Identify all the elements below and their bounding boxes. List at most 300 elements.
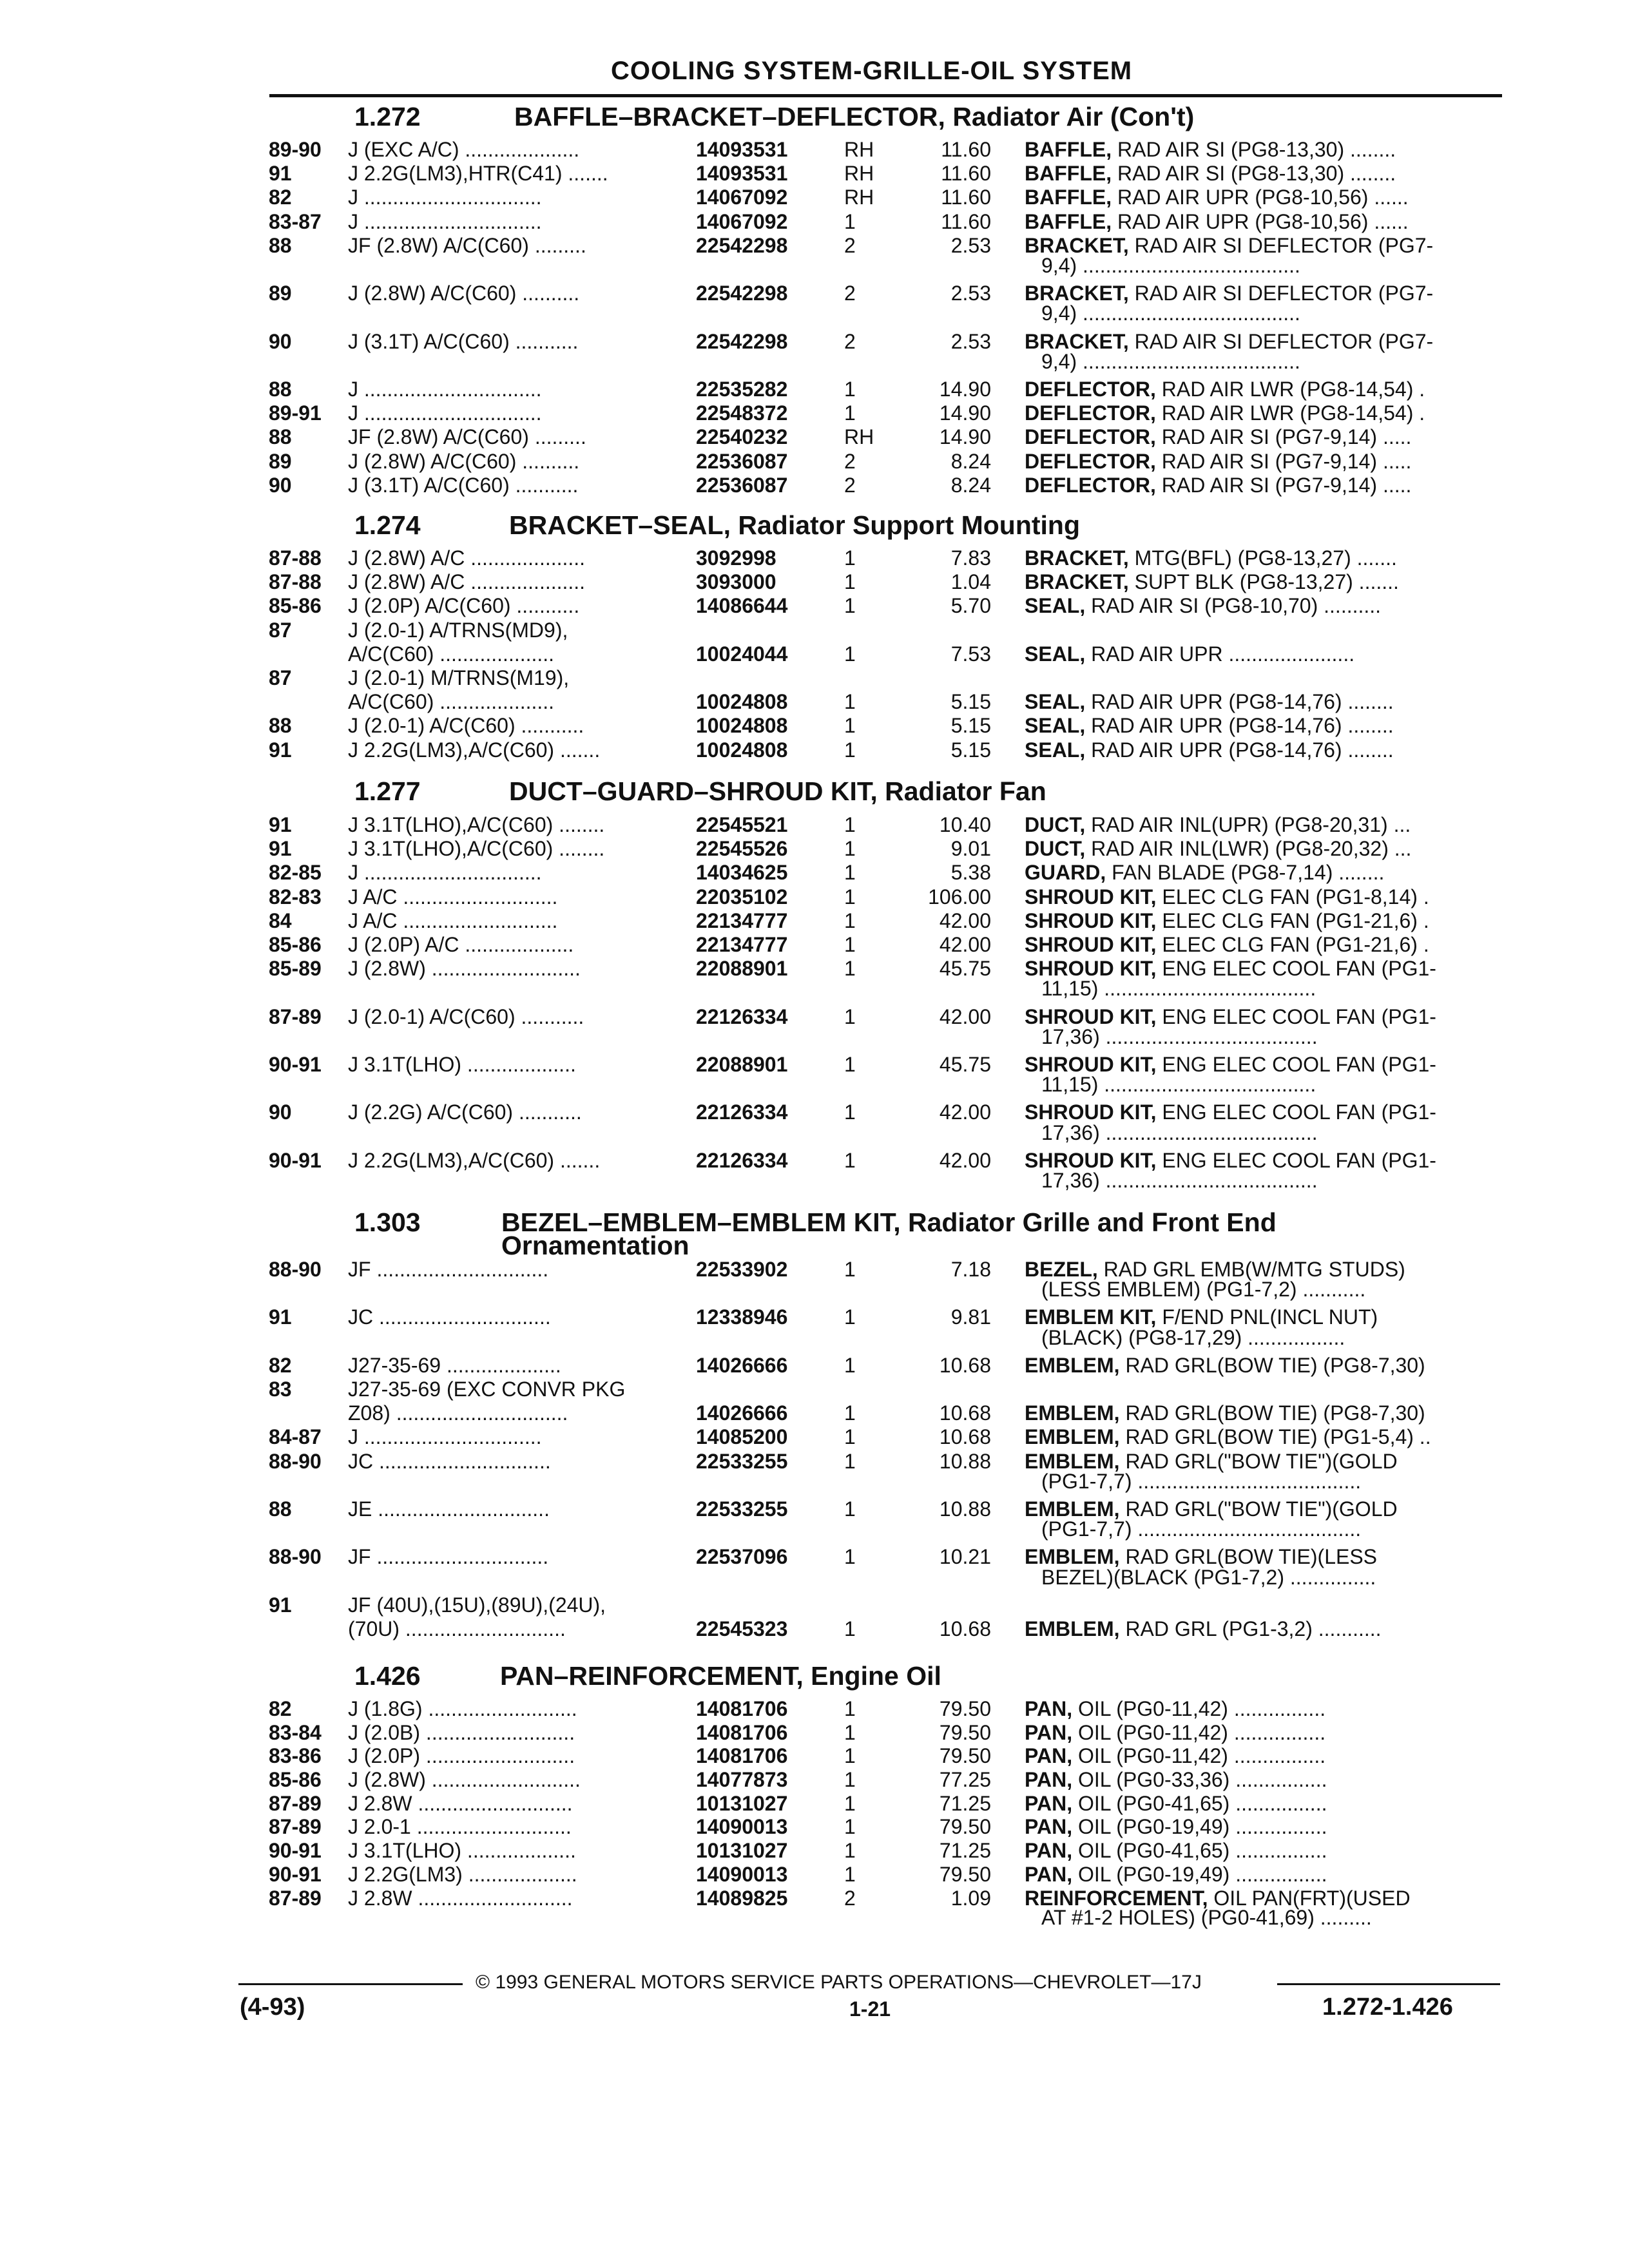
description-text: RAD GRL EMB(W/MTG STUDS) xyxy=(1097,1258,1405,1281)
part-number: 22088901 xyxy=(696,1053,788,1076)
description-keyword: BAFFLE, xyxy=(1025,210,1112,233)
description-continued: (PG1-7,7) ....................................... xyxy=(1041,1517,1362,1541)
part-number: 22537096 xyxy=(696,1545,788,1568)
part-number: 14085200 xyxy=(696,1425,788,1448)
description-keyword: SEAL, xyxy=(1025,642,1086,666)
description-text: RAD GRL(BOW TIE) (PG8-7,30) xyxy=(1119,1354,1425,1377)
footer-rule-left xyxy=(238,1983,463,1985)
part-number: 22533255 xyxy=(696,1450,788,1473)
description xyxy=(1025,1792,1495,1815)
description-keyword: REINFORCEMENT, xyxy=(1025,1887,1208,1910)
description-keyword: SEAL, xyxy=(1025,714,1086,737)
description-text: RAD AIR UPR (PG8-14,76) ........ xyxy=(1085,690,1394,713)
price: 11.60 xyxy=(941,162,991,185)
section-number: 1.274 xyxy=(354,510,421,540)
application: J A/C ........................... xyxy=(348,885,558,908)
description-keyword: DEFLECTOR, xyxy=(1025,401,1156,425)
description-continued: 9,4) ...................................... xyxy=(1041,254,1300,277)
application: J (2.0-1) A/C(C60) ........... xyxy=(348,1005,584,1028)
quantity: 1 xyxy=(844,1617,856,1640)
application: J (2.0P) A/C(C60) ........... xyxy=(348,594,580,617)
description-text: RAD AIR UPR (PG8-14,76) ........ xyxy=(1085,714,1394,737)
description-keyword: PAN, xyxy=(1025,1697,1073,1720)
part-number: 22536087 xyxy=(696,450,788,473)
price: 42.00 xyxy=(939,933,991,956)
description xyxy=(1025,570,1495,593)
part-number: 14093531 xyxy=(696,162,788,185)
price: 7.18 xyxy=(950,1258,991,1281)
application: J ............................... xyxy=(348,861,542,884)
price: 79.50 xyxy=(939,1697,991,1720)
quantity: 1 xyxy=(844,957,856,980)
price: 79.50 xyxy=(939,1863,991,1886)
description-keyword: DEFLECTOR, xyxy=(1025,378,1156,401)
description-continued: AT #1-2 HOLES) (PG0-41,69) ......... xyxy=(1041,1906,1372,1929)
description-text: OIL (PG0-19,49) ................ xyxy=(1072,1863,1327,1886)
description-text: FAN BLADE (PG8-7,14) ........ xyxy=(1106,861,1385,884)
description xyxy=(1025,1744,1495,1767)
description-keyword: EMBLEM, xyxy=(1025,1545,1120,1568)
model-year: 84-87 xyxy=(269,1425,322,1448)
model-year: 89 xyxy=(269,450,292,473)
model-year: 88 xyxy=(269,425,292,448)
description-text: ENG ELEC COOL FAN (PG1- xyxy=(1156,1100,1436,1124)
description-text: RAD GRL("BOW TIE")(GOLD xyxy=(1119,1450,1398,1473)
part-number: 22542298 xyxy=(696,282,788,305)
quantity: 1 xyxy=(844,1768,856,1791)
price: 10.68 xyxy=(939,1425,991,1448)
model-year: 88 xyxy=(269,714,292,737)
price: 71.25 xyxy=(939,1792,991,1815)
price: 2.53 xyxy=(950,234,991,257)
model-year: 91 xyxy=(269,837,292,860)
description-keyword: DEFLECTOR, xyxy=(1025,450,1156,473)
description xyxy=(1025,210,1495,233)
description-keyword: EMBLEM, xyxy=(1025,1497,1120,1521)
part-number: 22126334 xyxy=(696,1100,788,1124)
part-number: 10024044 xyxy=(696,642,788,666)
price: 14.90 xyxy=(939,425,991,448)
price: 42.00 xyxy=(939,1149,991,1172)
part-number: 22535282 xyxy=(696,378,788,401)
price: 10.68 xyxy=(939,1354,991,1377)
application: J 3.1T(LHO) ................... xyxy=(348,1053,576,1076)
model-year: 89-90 xyxy=(269,138,322,161)
application: J 2.8W ........................... xyxy=(348,1792,573,1815)
part-number: 14034625 xyxy=(696,861,788,884)
description xyxy=(1025,1697,1495,1720)
description-text: ENG ELEC COOL FAN (PG1- xyxy=(1156,957,1436,980)
description-text: OIL (PG0-33,36) ................ xyxy=(1072,1768,1327,1791)
description-keyword: SHROUD KIT, xyxy=(1025,1053,1157,1076)
quantity: 1 xyxy=(844,1005,856,1028)
part-number: 22035102 xyxy=(696,885,788,908)
part-number: 22542298 xyxy=(696,234,788,257)
description-keyword: SEAL, xyxy=(1025,690,1086,713)
quantity: 1 xyxy=(844,1815,856,1838)
model-year: 82 xyxy=(269,186,292,209)
description-continued: 9,4) ...................................... xyxy=(1041,302,1300,325)
application: J (3.1T) A/C(C60) ........... xyxy=(348,474,579,497)
application: J (1.8G) .......................... xyxy=(348,1697,577,1720)
description-keyword: BAFFLE, xyxy=(1025,162,1112,185)
price: 42.00 xyxy=(939,909,991,932)
application: A/C(C60) .................... xyxy=(348,642,555,666)
description-keyword: SEAL, xyxy=(1025,738,1086,762)
price: 45.75 xyxy=(939,957,991,980)
model-year: 83 xyxy=(269,1378,292,1401)
description-continued: 17,36) ..................................... xyxy=(1041,1025,1318,1048)
section-title-continued: Ornamentation xyxy=(501,1231,689,1260)
model-year: 88-90 xyxy=(269,1545,322,1568)
price: 2.53 xyxy=(950,330,991,353)
price: 42.00 xyxy=(939,1005,991,1028)
quantity: RH xyxy=(844,425,874,448)
model-year: 91 xyxy=(269,738,292,762)
description-text: RAD AIR SI (PG7-9,14) ..... xyxy=(1155,425,1412,448)
quantity: 1 xyxy=(844,1149,856,1172)
header-rule xyxy=(269,94,1502,97)
description xyxy=(1025,1768,1495,1791)
footer-page-number: 1-21 xyxy=(849,1997,891,2021)
description xyxy=(1025,933,1495,956)
description-text: OIL (PG0-19,49) ................ xyxy=(1072,1815,1327,1838)
part-number: 22533902 xyxy=(696,1258,788,1281)
part-number: 22536087 xyxy=(696,474,788,497)
quantity: 1 xyxy=(844,1721,856,1744)
quantity: 1 xyxy=(844,933,856,956)
quantity: 1 xyxy=(844,1497,856,1521)
part-number: 22545526 xyxy=(696,837,788,860)
description-text: ELEC CLG FAN (PG1-8,14) . xyxy=(1156,885,1429,908)
quantity: 2 xyxy=(844,450,856,473)
part-number: 22126334 xyxy=(696,1005,788,1028)
footer-date: (4-93) xyxy=(240,1994,305,2021)
description xyxy=(1025,162,1495,185)
description xyxy=(1025,186,1495,209)
description-keyword: DEFLECTOR, xyxy=(1025,425,1156,448)
description xyxy=(1025,690,1495,713)
quantity: 1 xyxy=(844,401,856,425)
description-keyword: PAN, xyxy=(1025,1815,1073,1838)
description-keyword: GUARD, xyxy=(1025,861,1106,884)
part-number: 10024808 xyxy=(696,714,788,737)
model-year: 82 xyxy=(269,1354,292,1377)
description-continued: 11,15) ..................................... xyxy=(1041,977,1316,1000)
application: JC .............................. xyxy=(348,1305,551,1329)
description-text: MTG(BFL) (PG8-13,27) ....... xyxy=(1128,546,1397,570)
price: 79.50 xyxy=(939,1721,991,1744)
description-keyword: EMBLEM, xyxy=(1025,1450,1120,1473)
description-keyword: EMBLEM, xyxy=(1025,1354,1120,1377)
description-text: OIL (PG0-41,65) ................ xyxy=(1072,1839,1327,1862)
quantity: 1 xyxy=(844,1401,856,1425)
model-year: 89 xyxy=(269,282,292,305)
part-number: 10024808 xyxy=(696,690,788,713)
section-number: 1.426 xyxy=(354,1661,421,1691)
price: 10.68 xyxy=(939,1617,991,1640)
description-continued: 17,36) ..................................... xyxy=(1041,1169,1318,1192)
quantity: 1 xyxy=(844,1100,856,1124)
description-text: RAD AIR LWR (PG8-14,54) . xyxy=(1155,401,1425,425)
application: JF (2.8W) A/C(C60) ......... xyxy=(348,234,586,257)
description xyxy=(1025,546,1495,570)
description-text: RAD GRL(BOW TIE) (PG1-5,4) .. xyxy=(1119,1425,1431,1448)
price: 2.53 xyxy=(950,282,991,305)
quantity: 1 xyxy=(844,909,856,932)
application: J 2.8W ........................... xyxy=(348,1887,573,1910)
description-text: RAD AIR SI (PG7-9,14) ..... xyxy=(1155,450,1412,473)
model-year: 91 xyxy=(269,1305,292,1329)
price: 77.25 xyxy=(939,1768,991,1791)
application: J 2.0-1 ........................... xyxy=(348,1815,572,1838)
description-text: RAD AIR SI DEFLECTOR (PG7- xyxy=(1128,282,1434,305)
part-number: 14089825 xyxy=(696,1887,788,1910)
model-year: 83-86 xyxy=(269,1744,322,1767)
description-text: RAD AIR SI DEFLECTOR (PG7- xyxy=(1128,330,1434,353)
part-number: 3093000 xyxy=(696,570,776,593)
application: J (3.1T) A/C(C60) ........... xyxy=(348,330,579,353)
description-text: ENG ELEC COOL FAN (PG1- xyxy=(1156,1053,1436,1076)
description xyxy=(1025,378,1495,401)
quantity: 1 xyxy=(844,1354,856,1377)
part-number: 14026666 xyxy=(696,1354,788,1377)
application: J (2.0-1) M/TRNS(M19), xyxy=(348,666,570,689)
description-continued: (LESS EMBLEM) (PG1-7,2) ........... xyxy=(1041,1278,1366,1301)
model-year: 87-88 xyxy=(269,546,322,570)
quantity: 1 xyxy=(844,1053,856,1076)
description-text: RAD GRL(BOW TIE) (PG8-7,30) xyxy=(1119,1401,1425,1425)
model-year: 90 xyxy=(269,1100,292,1124)
model-year: 85-86 xyxy=(269,1768,322,1791)
price: 7.83 xyxy=(950,546,991,570)
description-keyword: DUCT, xyxy=(1025,813,1086,836)
description-text: RAD AIR SI (PG7-9,14) ..... xyxy=(1155,474,1412,497)
model-year: 91 xyxy=(269,813,292,836)
price: 79.50 xyxy=(939,1744,991,1767)
part-number: 10131027 xyxy=(696,1792,788,1815)
quantity: 1 xyxy=(844,378,856,401)
description-text: RAD GRL("BOW TIE")(GOLD xyxy=(1119,1497,1398,1521)
description-text: OIL (PG0-11,42) ................ xyxy=(1072,1697,1326,1720)
model-year: 91 xyxy=(269,1593,292,1617)
model-year: 87 xyxy=(269,619,292,642)
model-year: 90-91 xyxy=(269,1053,322,1076)
description xyxy=(1025,813,1495,836)
model-year: 88 xyxy=(269,378,292,401)
description-keyword: PAN, xyxy=(1025,1863,1073,1886)
model-year: 88-90 xyxy=(269,1258,322,1281)
description-text: RAD AIR UPR (PG8-10,56) ...... xyxy=(1112,210,1409,233)
price: 42.00 xyxy=(939,1100,991,1124)
description-keyword: SHROUD KIT, xyxy=(1025,957,1157,980)
description xyxy=(1025,1100,1495,1124)
description-text: RAD AIR SI (PG8-10,70) .......... xyxy=(1085,594,1382,617)
price: 9.81 xyxy=(950,1305,991,1329)
description-keyword: SHROUD KIT, xyxy=(1025,909,1157,932)
description xyxy=(1025,861,1495,884)
application: J27-35-69 .................... xyxy=(348,1354,561,1377)
part-number: 10024808 xyxy=(696,738,788,762)
quantity: RH xyxy=(844,186,874,209)
price: 14.90 xyxy=(939,401,991,425)
application: J A/C ........................... xyxy=(348,909,558,932)
model-year: 82-85 xyxy=(269,861,322,884)
price: 79.50 xyxy=(939,1815,991,1838)
description-keyword: DUCT, xyxy=(1025,837,1086,860)
description-text: F/END PNL(INCL NUT) xyxy=(1156,1305,1378,1329)
part-number: 22540232 xyxy=(696,425,788,448)
part-number: 22134777 xyxy=(696,909,788,932)
quantity: 2 xyxy=(844,234,856,257)
description xyxy=(1025,1545,1495,1568)
application: J 2.2G(LM3) ................... xyxy=(348,1863,577,1886)
price: 5.15 xyxy=(950,690,991,713)
application: J 2.2G(LM3),A/C(C60) ....... xyxy=(348,738,601,762)
model-year: 84 xyxy=(269,909,292,932)
model-year: 88 xyxy=(269,234,292,257)
application: Z08) .............................. xyxy=(348,1401,568,1425)
quantity: 1 xyxy=(844,1545,856,1568)
description-continued: 9,4) ...................................... xyxy=(1041,350,1300,373)
part-number: 22533255 xyxy=(696,1497,788,1521)
footer-copyright: © 1993 GENERAL MOTORS SERVICE PARTS OPERATIONS—CHEVROLET—17J xyxy=(476,1972,1202,1993)
model-year: 87-88 xyxy=(269,570,322,593)
description xyxy=(1025,714,1495,737)
quantity: 1 xyxy=(844,714,856,737)
section-title: BRACKET–SEAL, Radiator Support Mounting xyxy=(509,510,1081,540)
description-keyword: SHROUD KIT, xyxy=(1025,933,1157,956)
quantity: 1 xyxy=(844,642,856,666)
model-year: 83-84 xyxy=(269,1721,322,1744)
application: JE .............................. xyxy=(348,1497,550,1521)
description-keyword: EMBLEM, xyxy=(1025,1401,1120,1425)
description-keyword: BRACKET, xyxy=(1025,282,1129,305)
footer-rule-right xyxy=(1277,1983,1500,1985)
description-text: RAD AIR UPR (PG8-10,56) ...... xyxy=(1112,186,1409,209)
description xyxy=(1025,1815,1495,1838)
model-year: 87-89 xyxy=(269,1815,322,1838)
description xyxy=(1025,1305,1495,1329)
model-year: 88-90 xyxy=(269,1450,322,1473)
model-year: 91 xyxy=(269,162,292,185)
description-text: RAD GRL(BOW TIE)(LESS xyxy=(1119,1545,1378,1568)
application: J ............................... xyxy=(348,378,542,401)
part-number: 14081706 xyxy=(696,1744,788,1767)
application: J (2.2G) A/C(C60) ........... xyxy=(348,1100,582,1124)
quantity: 1 xyxy=(844,570,856,593)
description-continued: (BLACK) (PG8-17,29) ................. xyxy=(1041,1326,1345,1349)
quantity: RH xyxy=(844,162,874,185)
price: 71.25 xyxy=(939,1839,991,1862)
part-number: 14093531 xyxy=(696,138,788,161)
price: 11.60 xyxy=(941,138,991,161)
description-text: RAD AIR UPR (PG8-14,76) ........ xyxy=(1085,738,1394,762)
description xyxy=(1025,1425,1495,1448)
description-text: RAD AIR INL(UPR) (PG8-20,31) ... xyxy=(1085,813,1411,836)
description-text: OIL (PG0-11,42) ................ xyxy=(1072,1744,1326,1767)
quantity: 2 xyxy=(844,330,856,353)
application: J (2.0B) .......................... xyxy=(348,1721,575,1744)
application: J (2.0P) A/C ................... xyxy=(348,933,574,956)
quantity: 1 xyxy=(844,1305,856,1329)
description xyxy=(1025,425,1495,448)
application: JF (2.8W) A/C(C60) ......... xyxy=(348,425,586,448)
quantity: 1 xyxy=(844,594,856,617)
application: J27-35-69 (EXC CONVR PKG xyxy=(348,1378,626,1401)
section-number: 1.303 xyxy=(354,1207,421,1237)
section-number: 1.272 xyxy=(354,102,421,131)
part-number: 14086644 xyxy=(696,594,788,617)
part-number: 12338946 xyxy=(696,1305,788,1329)
description-continued: BEZEL)(BLACK (PG1-7,2) ............... xyxy=(1041,1566,1376,1589)
model-year: 85-86 xyxy=(269,933,322,956)
part-number: 22545323 xyxy=(696,1617,788,1640)
application: J (EXC A/C) .................... xyxy=(348,138,580,161)
price: 10.88 xyxy=(939,1450,991,1473)
part-number: 22088901 xyxy=(696,957,788,980)
description-keyword: EMBLEM, xyxy=(1025,1617,1120,1640)
price: 14.90 xyxy=(939,378,991,401)
part-number: 14090013 xyxy=(696,1815,788,1838)
description xyxy=(1025,1617,1495,1640)
description xyxy=(1025,885,1495,908)
description xyxy=(1025,837,1495,860)
description-text: RAD AIR SI DEFLECTOR (PG7- xyxy=(1128,234,1434,257)
description-text: OIL PAN(FRT)(USED xyxy=(1208,1887,1411,1910)
price: 5.70 xyxy=(950,594,991,617)
price: 10.68 xyxy=(939,1401,991,1425)
application: J 2.2G(LM3),A/C(C60) ....... xyxy=(348,1149,601,1172)
model-year: 82-83 xyxy=(269,885,322,908)
quantity: 1 xyxy=(844,1697,856,1720)
description-keyword: SHROUD KIT, xyxy=(1025,1100,1157,1124)
price: 8.24 xyxy=(950,474,991,497)
description-continued: (PG1-7,7) ....................................... xyxy=(1041,1470,1362,1493)
description-keyword: SHROUD KIT, xyxy=(1025,1149,1157,1172)
application: J (2.8W) A/C .................... xyxy=(348,570,586,593)
description xyxy=(1025,909,1495,932)
description xyxy=(1025,138,1495,161)
model-year: 89-91 xyxy=(269,401,322,425)
model-year: 90-91 xyxy=(269,1839,322,1862)
application: J ............................... xyxy=(348,401,542,425)
description xyxy=(1025,1863,1495,1886)
description xyxy=(1025,450,1495,473)
description-text: ELEC CLG FAN (PG1-21,6) . xyxy=(1156,933,1429,956)
description-text: RAD AIR LWR (PG8-14,54) . xyxy=(1155,378,1425,401)
description-keyword: BRACKET, xyxy=(1025,330,1129,353)
section-title: BEZEL–EMBLEM–EMBLEM KIT, Radiator Grille and Front End xyxy=(501,1207,1277,1237)
part-number: 14067092 xyxy=(696,210,788,233)
model-year: 82 xyxy=(269,1697,292,1720)
description xyxy=(1025,401,1495,425)
quantity: 1 xyxy=(844,837,856,860)
application: JF (40U),(15U),(89U),(24U), xyxy=(348,1593,606,1617)
application: J ............................... xyxy=(348,186,542,209)
application: J (2.8W) .......................... xyxy=(348,1768,581,1791)
application: JF .............................. xyxy=(348,1545,549,1568)
quantity: 2 xyxy=(844,282,856,305)
quantity: RH xyxy=(844,138,874,161)
part-number: 14077873 xyxy=(696,1768,788,1791)
price: 8.24 xyxy=(950,450,991,473)
application: J (2.0-1) A/C(C60) ........... xyxy=(348,714,584,737)
description-continued: 11,15) ..................................... xyxy=(1041,1073,1316,1096)
price: 1.09 xyxy=(950,1887,991,1910)
quantity: 1 xyxy=(844,813,856,836)
section-title: DUCT–GUARD–SHROUD KIT, Radiator Fan xyxy=(509,776,1046,806)
